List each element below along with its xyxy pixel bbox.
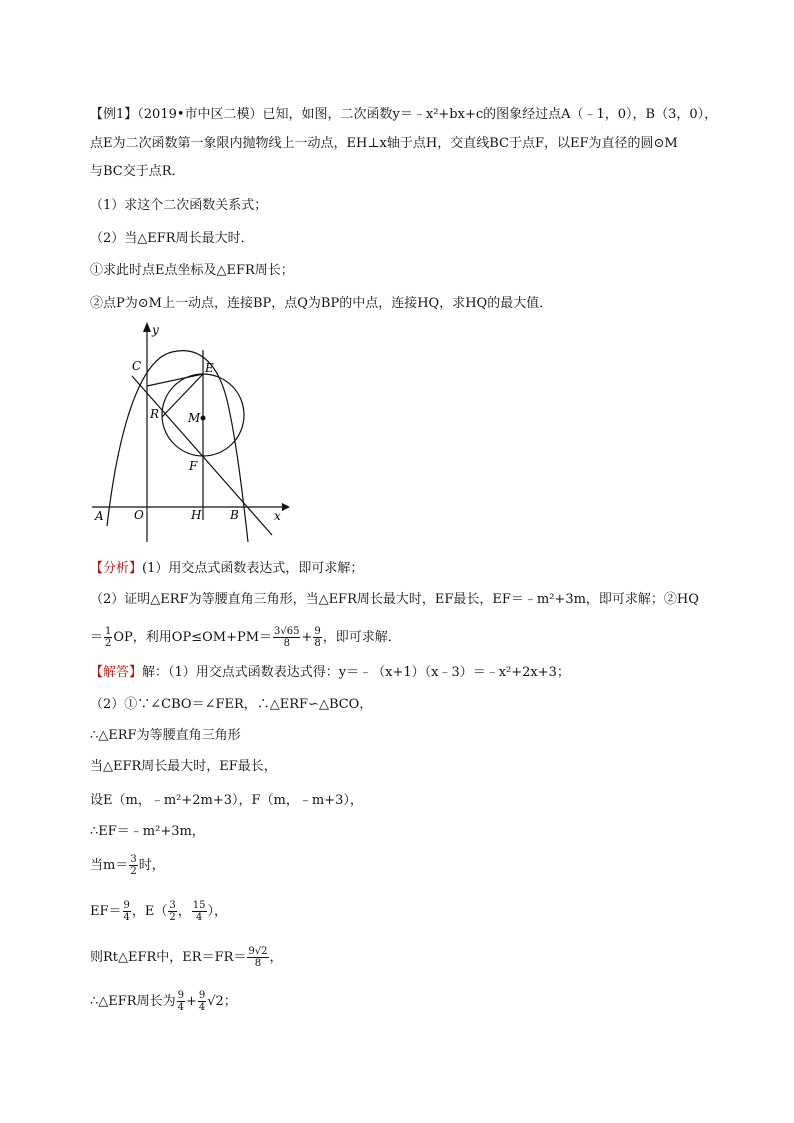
analysis-line-3: [90, 626, 401, 649]
label-f: F: [189, 459, 198, 473]
solution-line-9: [90, 946, 283, 969]
frac-perim-1-num: 9: [177, 990, 184, 1001]
solution-line-8: [90, 900, 227, 923]
solution-line-5: 设E（m，﹣m²+2m+3），F（m，﹣m+3），: [90, 793, 363, 808]
analysis-plus: +: [301, 630, 313, 645]
frac-3-2-den: 2: [130, 866, 137, 877]
x-axis-arrow: [282, 503, 290, 511]
solution-line-1: [90, 664, 570, 682]
segment-ce: [147, 374, 203, 386]
solution-8d: ），: [207, 904, 228, 919]
center-m-dot: [201, 416, 206, 421]
question-2b: ②点P为⊙M上一动点，连接BP，点Q为BP的中点，连接HQ，求HQ的最大值．: [90, 296, 553, 311]
analysis-eq: ＝: [90, 630, 104, 645]
solution-7b: 时，: [138, 858, 165, 873]
frac-perim-2-den: 4: [198, 1002, 206, 1013]
frac-9sqrt2-8: [247, 946, 268, 969]
label-a: A: [95, 509, 104, 523]
frac-9sqrt2-8-den: 8: [254, 958, 262, 969]
solution-text-1: 解：（1）用交点式函数表达式得：y＝﹣（x+1）（x﹣3）＝﹣x²+2x+3；: [142, 665, 570, 680]
solution-10a: ∴△EFR周长为: [90, 994, 176, 1009]
label-e: E: [205, 361, 214, 375]
solution-9b: ，: [269, 950, 283, 965]
analysis-text-2a: （2）证明△ERF为等腰直角三角形，当△EFR周长最大时，EF最长，EF＝﹣m²+3m，即可求解；: [90, 592, 664, 607]
frac-9-4: [123, 900, 131, 923]
solution-8c: ，: [177, 904, 191, 919]
solution-line-3: ∴△ERF为等腰直角三角形: [90, 728, 241, 743]
frac-perim-1-den: 4: [177, 1002, 184, 1013]
frac-perim-2-num: 9: [198, 990, 206, 1001]
solution-line-10: [90, 990, 237, 1013]
frac-3-2: [129, 854, 137, 877]
frac-e-y-num: 15: [192, 900, 206, 911]
problem-line-1: 【例1】（2019•市中区二模）已知，如图，二次函数y＝﹣x²+bx+c的图象经过点A（﹣1，0），B（3，0），: [90, 107, 718, 122]
frac-9-8-den: 8: [314, 638, 321, 649]
analysis-line-2: [90, 591, 699, 609]
frac-9sqrt2-8-num: 9√2: [248, 946, 268, 957]
frac-e-x: [168, 900, 176, 923]
solution-tag: 【解答】: [90, 665, 143, 680]
frac-3sqrt65-num: 3√65: [274, 626, 300, 637]
frac-e-x-den: 2: [169, 912, 176, 923]
frac-9-8-num: 9: [314, 626, 321, 637]
label-m: M: [188, 411, 201, 425]
label-c: C: [132, 359, 142, 373]
solution-10b: √2；: [207, 994, 237, 1009]
frac-perim-2: [198, 990, 206, 1013]
analysis-text-1: (1）用交点式函数表达式，即可求解；: [142, 561, 364, 576]
frac-9-4-den: 4: [123, 912, 130, 923]
frac-half-den: 2: [105, 638, 112, 649]
solution-7a: 当m＝: [90, 858, 129, 873]
frac-e-x-num: 3: [169, 900, 176, 911]
label-b: B: [230, 508, 239, 522]
label-r: R: [150, 407, 160, 421]
solution-line-6: ∴EF＝﹣m²+3m，: [90, 824, 205, 839]
frac-perim-1: [177, 990, 185, 1013]
frac-half-num: 1: [105, 626, 112, 637]
solution-8a: EF＝: [90, 904, 122, 919]
problem-line-3: 与BC交于点R．: [90, 164, 185, 179]
frac-e-y: [192, 900, 207, 923]
solution-8b: ，E（: [131, 904, 168, 919]
geometry-figure: [92, 320, 292, 542]
label-x: x: [274, 509, 281, 523]
frac-e-y-den: 4: [195, 912, 203, 923]
frac-3-2-num: 3: [130, 854, 137, 865]
problem-line-2: 点E为二次函数第一象限内抛物线上一动点，EH⊥x轴于点H，交直线BC于点F，以EF为直径的圆⊙M: [90, 136, 678, 151]
analysis-text-3b: OP，利用OP≤OM+PM＝: [113, 630, 273, 645]
label-o: O: [134, 508, 144, 522]
solution-line-2: （2）①∵∠CBO＝∠FER，∴△ERF∽△BCO，: [90, 697, 373, 712]
question-2: （2）当△EFR周长最大时．: [90, 231, 254, 246]
analysis-tag: 【分析】: [90, 561, 143, 576]
solution-9a: 则Rt△EFR中，ER＝FR＝: [90, 950, 247, 965]
frac-9-4-num: 9: [123, 900, 130, 911]
analysis-text-2b: ②HQ: [663, 592, 699, 607]
question-2a: ①求此时点E点坐标及△EFR周长；: [90, 263, 294, 278]
analysis-text-3c: ，即可求解．: [322, 630, 401, 645]
frac-3sqrt65-den: 8: [283, 638, 290, 649]
question-1: （1）求这个二次函数关系式；: [90, 198, 268, 213]
label-y: y: [152, 323, 159, 337]
frac-3sqrt65: [273, 626, 300, 649]
analysis-line-1: [90, 560, 363, 578]
solution-line-7: [90, 854, 165, 877]
solution-10-plus: +: [185, 994, 197, 1009]
solution-line-4: 当△EFR周长最大时，EF最长，: [90, 759, 277, 774]
y-axis-arrow: [143, 322, 151, 332]
frac-half: [104, 626, 112, 649]
frac-9-8: [313, 626, 321, 649]
label-h: H: [191, 508, 202, 522]
